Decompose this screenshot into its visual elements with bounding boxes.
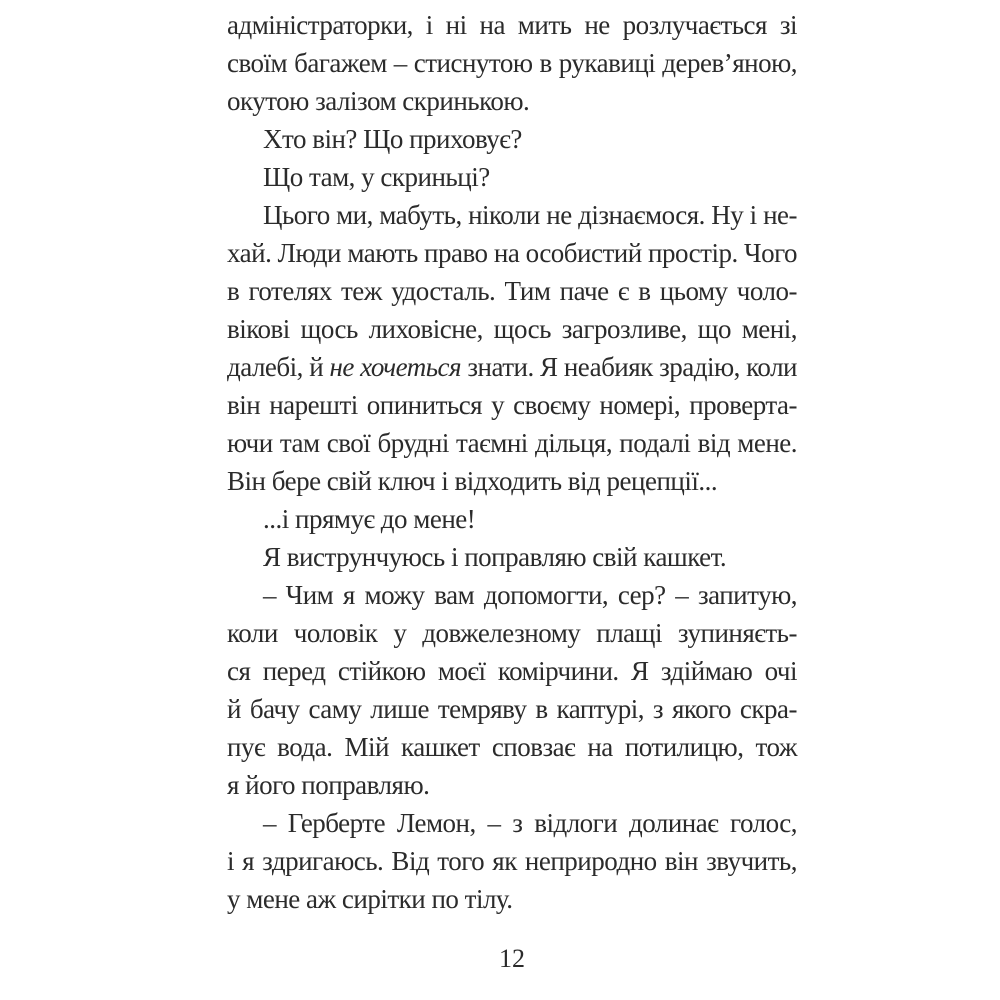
text-line: коли чоловік у довжелезному плащі зупиняєть-	[227, 618, 797, 648]
text-line: пує вода. Мій кашкет сповзає на потилицю, тож	[227, 732, 797, 762]
text-line: хай. Люди мають право на особистий простір. Чого	[227, 238, 797, 268]
italic-text-segment: не хочеться	[329, 352, 462, 382]
text-line: ...і прямує до мене!	[263, 504, 476, 534]
text-block	[227, 6, 797, 918]
text-line: адміністраторки, і ні на мить не розлучається зі	[227, 10, 797, 40]
page-number: 12	[499, 944, 525, 973]
text-line: він нарешті опиниться у своєму номері, проверта-	[227, 390, 797, 420]
text-line-with-italic	[227, 348, 797, 386]
text-line: Він бере свій ключ і відходить від рецепції...	[227, 466, 718, 496]
text-line: ючи там свої брудні таємні дільця, подалі від мене.	[227, 428, 797, 458]
text-line: я його поправляю.	[227, 770, 430, 800]
text-line: – Герберте Лемон, – з відлоги долинає голос,	[263, 808, 797, 838]
text-line: Цього ми, мабуть, ніколи не дізнаємося. Ну і не-	[263, 200, 797, 230]
text-line: в готелях теж удосталь. Тим паче є в цьому чоло-	[227, 276, 797, 306]
text-line: – Чим я можу вам допомогти, сер? – запитую,	[263, 580, 797, 610]
text-line: ся перед стійкою моєї комірчини. Я здіймаю очі	[227, 656, 797, 686]
text-line: вікові щось лиховісне, щось загрозливе, що мені,	[227, 314, 797, 344]
text-line: Я виструнчуюсь і поправляю свій кашкет.	[263, 542, 727, 572]
text-line: окутою залізом скринькою.	[227, 86, 530, 116]
text-line: і я здригаюсь. Від того як неприродно він звучить,	[227, 846, 797, 876]
text-segment: знати. Я неабияк зрадію, коли	[461, 352, 797, 382]
text-line: Що там, у скриньці?	[263, 162, 490, 192]
text-line: у мене аж сирітки по тілу.	[227, 884, 513, 914]
text-line: своїм багажем – стиснутою в рукавиці дерев’яною,	[227, 48, 797, 78]
text-segment: далебі, й	[227, 352, 330, 382]
text-line: й бачу саму лише темряву в каптурі, з якого скра-	[227, 694, 797, 724]
text-line: Хто він? Що приховує?	[263, 124, 522, 154]
